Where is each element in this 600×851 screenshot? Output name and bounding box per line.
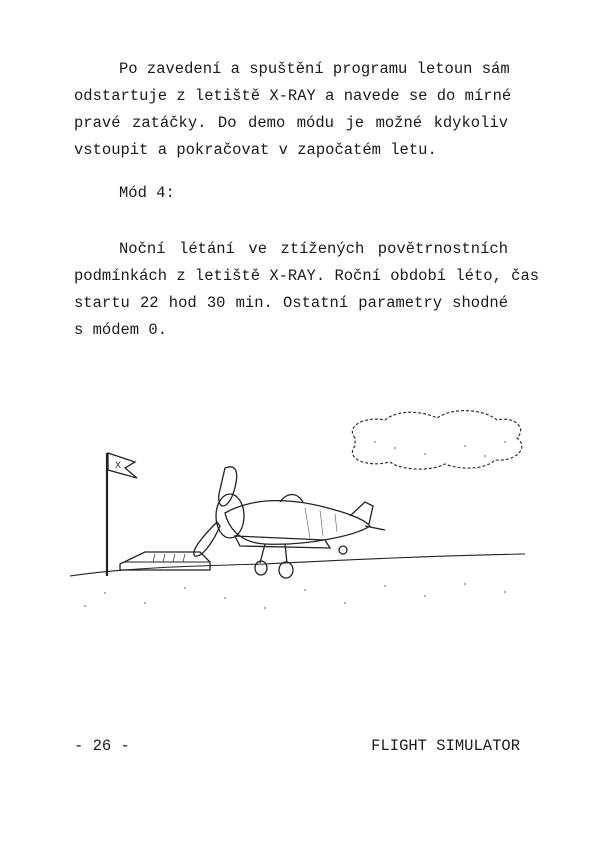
text-line: vstoupit a pokračovat v započatém letu. [74,141,437,159]
airfield-illustration [65,398,535,618]
paragraph-mode-4 [74,236,540,344]
text-line: s módem 0. [74,321,168,339]
page-number: - 26 - [74,737,130,755]
mode-heading: Mód 4: [119,184,175,202]
text-line: Noční létání ve ztížených povětrnostních [119,240,508,258]
text-line: startu 22 hod 30 min. Ostatní parametry shodné [74,294,508,312]
text-line: podmínkách z letiště X-RAY. Roční období léto, čas [74,267,540,285]
paragraph-demo-mode [74,56,512,164]
text-line: Po zavedení a spuštění programu letoun sám [119,60,510,78]
flag-label: X [115,460,122,470]
text-line: pravé zatáčky. Do demo módu je možné kdykoliv [74,114,508,132]
footer-title: FLIGHT SIMULATOR [371,737,520,755]
biplane-icon [194,467,385,578]
cloud-icon [352,411,522,469]
text-line: odstartuje z letiště X-RAY a navede se do mírné [74,87,512,105]
